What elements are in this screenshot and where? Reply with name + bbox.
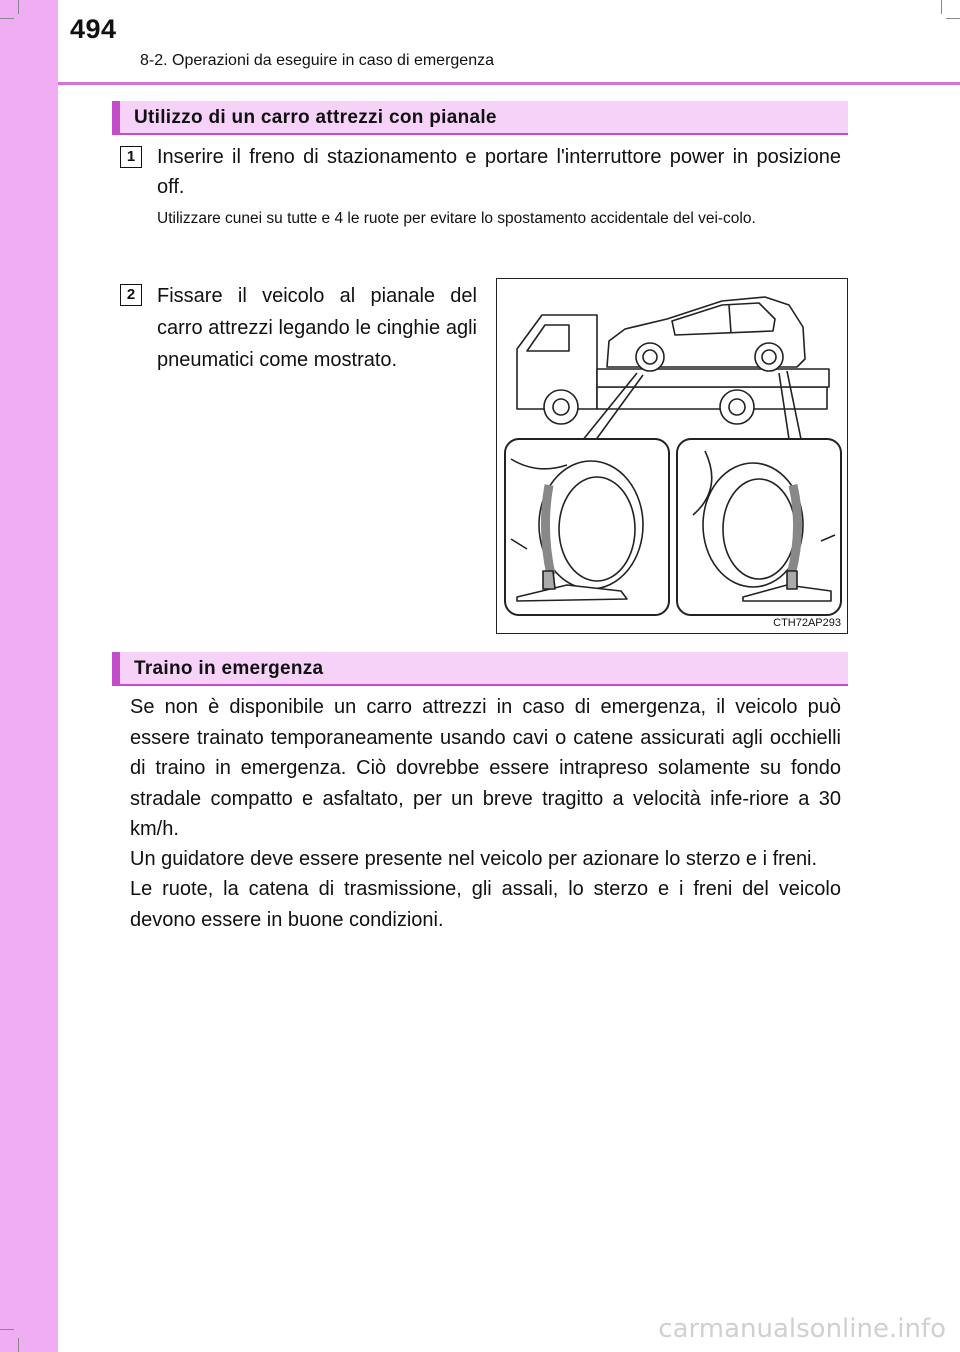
- section-title: Utilizzo di un carro attrezzi con pianale: [134, 107, 497, 128]
- crop-mark: [18, 1338, 19, 1352]
- header-rule: [58, 82, 960, 85]
- step-1-text: Inserire il freno di stazionamento e portare l'interruttore power in posizione off.: [157, 146, 841, 198]
- tow-truck-drawing: [497, 279, 847, 633]
- flatbed-tow-illustration: [496, 278, 848, 634]
- step-number-1: 1: [120, 146, 142, 168]
- figure-code: CTH72AP293: [773, 617, 841, 629]
- crop-mark: [0, 18, 14, 19]
- section-title: Traino in emergenza: [134, 658, 324, 679]
- emergency-tow-paragraph-1: Se non è disponibile un carro attrezzi in caso di emergenza, il veicolo può essere trainato temporaneamente usando cavi o catene assicurati agli occhielli di traino in emergenza. Ciò dovrebbe essere intrapreso solamente su fondo stradale compatto e asfaltato, per un breve tragitto a velocità infe-riore a 30 km/h.: [130, 696, 841, 840]
- running-head: 8-2. Operazioni da eseguire in caso di emergenza: [140, 52, 494, 69]
- crop-mark: [18, 0, 19, 14]
- watermark: carmanualsonline.info: [658, 1314, 946, 1344]
- chapter-tab-band: [0, 0, 58, 1352]
- page-number: 494: [70, 14, 117, 44]
- crop-mark: [941, 0, 942, 14]
- section-heading-emergency-tow: [112, 652, 848, 686]
- step-2-text: Fissare il veicolo al pianale del carro attrezzi legando le cinghie agli pneumatici come mostrato.: [157, 285, 477, 371]
- crop-mark: [0, 1329, 14, 1330]
- step-number-2: 2: [120, 284, 142, 306]
- step-1-note: Utilizzare cunei su tutte e 4 le ruote per evitare lo spostamento accidentale del vei-colo.: [157, 210, 756, 227]
- section-heading-flatbed: [112, 101, 848, 135]
- crop-mark: [946, 18, 960, 19]
- emergency-tow-paragraph-3: Le ruote, la catena di trasmissione, gli assali, lo sterzo e i freni del veicolo devono essere in buone condizioni.: [130, 878, 841, 931]
- emergency-tow-paragraph-2: Un guidatore deve essere presente nel veicolo per azionare lo sterzo e i freni.: [130, 848, 818, 870]
